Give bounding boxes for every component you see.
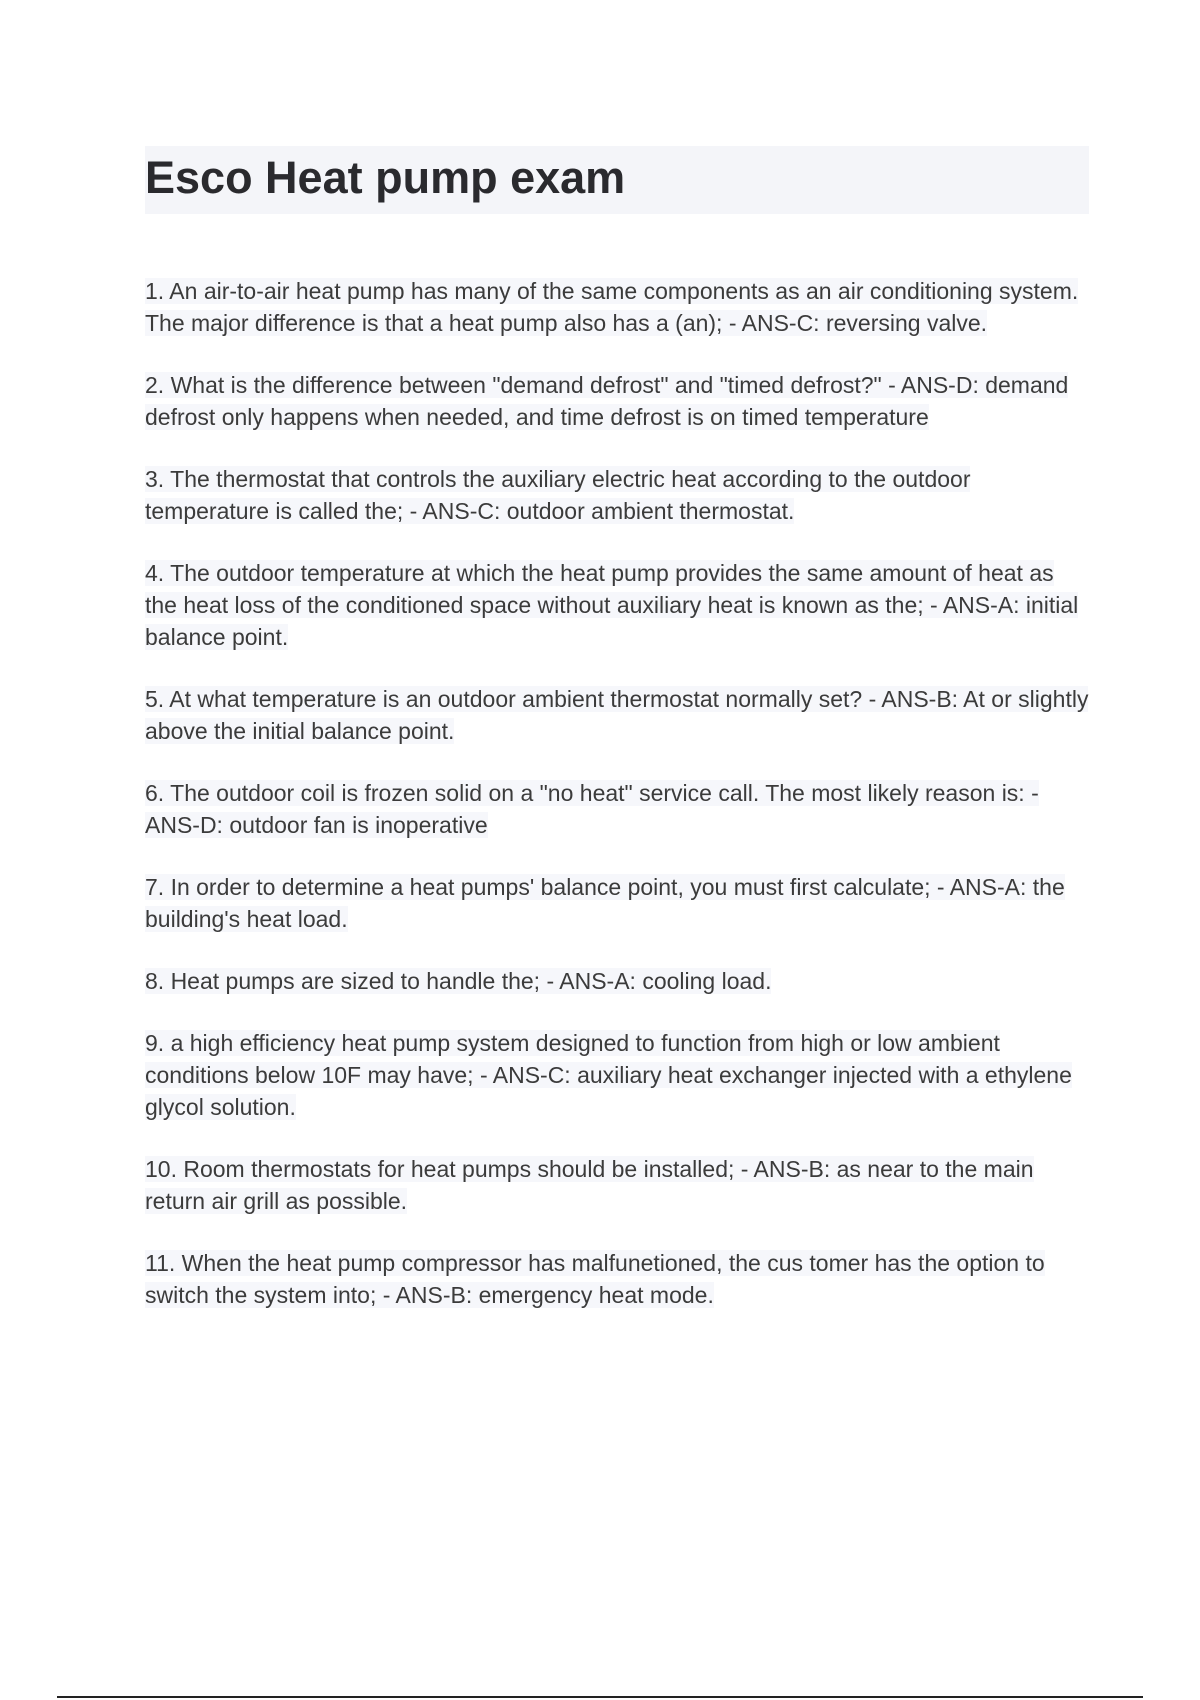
question-text: 2. What is the difference between "demand defrost" and "timed defrost?" - ANS-D: demand defrost only happens when needed, and time defrost is on timed temperature <box>145 372 1069 430</box>
question-1 <box>145 275 1089 339</box>
question-text: 1. An air-to-air heat pump has many of the same components as an air conditioning system. The major difference is that a heat pump also has a (an); - ANS-C: reversing valve. <box>145 278 1079 336</box>
page-title: Esco Heat pump exam <box>145 152 626 203</box>
question-8 <box>145 965 1089 997</box>
question-text: 3. The thermostat that controls the auxiliary electric heat according to the outdoor temperature is called the; - ANS-C: outdoor ambient thermostat. <box>145 466 971 524</box>
question-text: 6. The outdoor coil is frozen solid on a "no heat" service call. The most likely reason is: - ANS-D: outdoor fan is inoperative <box>145 780 1039 838</box>
question-text: 10. Room thermostats for heat pumps should be installed; - ANS-B: as near to the main return air grill as possible. <box>145 1156 1034 1214</box>
question-text: 8. Heat pumps are sized to handle the; - ANS-A: cooling load. <box>145 968 772 994</box>
title-banner <box>145 146 1089 214</box>
question-5 <box>145 683 1089 747</box>
question-11 <box>145 1247 1089 1311</box>
question-3 <box>145 463 1089 527</box>
question-text: 7. In order to determine a heat pumps' balance point, you must first calculate; - ANS-A: the building's heat load. <box>145 874 1065 932</box>
question-10 <box>145 1153 1089 1217</box>
question-7 <box>145 871 1089 935</box>
question-2 <box>145 369 1089 433</box>
footer-divider <box>57 1696 1143 1698</box>
question-4 <box>145 557 1089 653</box>
question-list <box>145 275 1089 1341</box>
question-text: 11. When the heat pump compressor has malfunetioned, the cus tomer has the option to switch the system into; - ANS-B: emergency heat mode. <box>145 1250 1045 1308</box>
question-text: 9. a high efficiency heat pump system designed to function from high or low ambient conditions below 10F may have; - ANS-C: auxiliary heat exchanger injected with a ethylene glycol solution. <box>145 1030 1072 1120</box>
question-9 <box>145 1027 1089 1123</box>
question-6 <box>145 777 1089 841</box>
question-text: 5. At what temperature is an outdoor ambient thermostat normally set? - ANS-B: At or slightly above the initial balance point. <box>145 686 1089 744</box>
question-text: 4. The outdoor temperature at which the heat pump provides the same amount of heat as the heat loss of the conditioned space without auxiliary heat is known as the; - ANS-A: initial balance point. <box>145 560 1079 650</box>
